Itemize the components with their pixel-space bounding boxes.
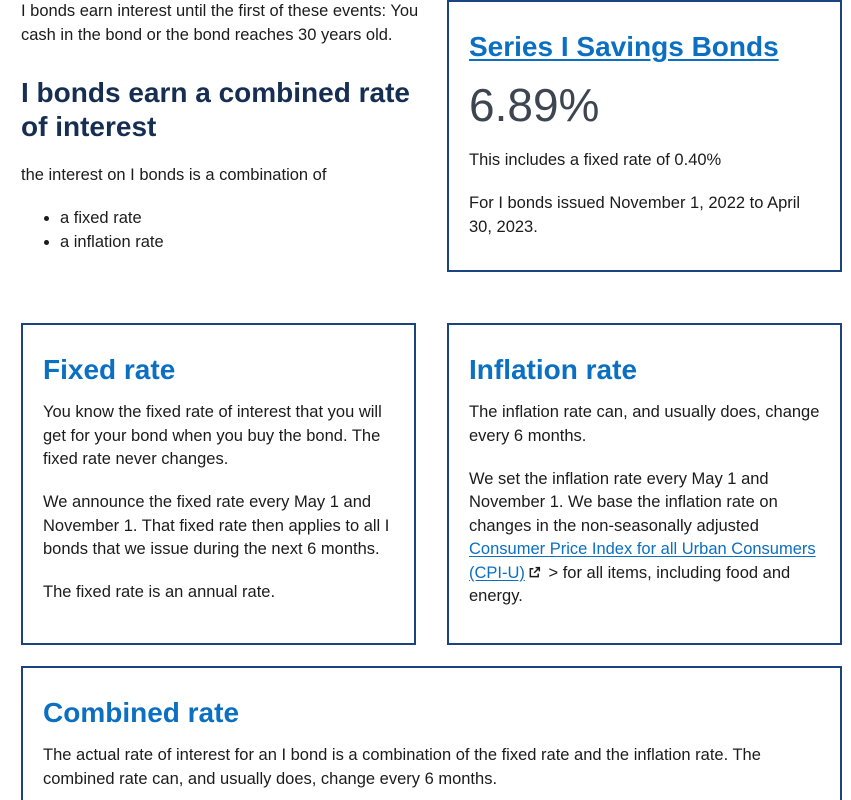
rate-card-title [469, 30, 821, 64]
inflation-rate-paragraph: The inflation rate can, and usually does, change every 6 months. [469, 403, 820, 445]
combined-rate-card [21, 666, 842, 800]
list-item: • a fixed rate [60, 207, 164, 231]
inflation-rate-card [447, 323, 842, 645]
series-i-savings-bonds-link[interactable]: Series I Savings Bonds [469, 31, 779, 62]
rate-card-body [469, 149, 821, 239]
interest-components-list [21, 207, 164, 254]
fixed-rate-paragraph: The fixed rate is an annual rate. [43, 583, 276, 601]
intro-text: I bonds earn interest until the first of these events: You cash in the bond or the bond reaches 30 years old. [21, 2, 419, 44]
fixed-rate-title: Fixed rate [43, 354, 176, 385]
current-rate-value: 6.89% [469, 79, 600, 131]
combined-rate-paragraph: The actual rate of interest for an I bond is a combination of the fixed rate and the inflation rate. The combined rate can, and usually does, change every 6 months. [43, 746, 761, 788]
cpi-u-link[interactable]: Consumer Price Index for all Urban Consumers (CPI-U) [469, 540, 816, 582]
list-item: • a inflation rate [60, 231, 164, 255]
inflation-rate-body [469, 401, 821, 609]
fixed-rate-card [21, 323, 416, 645]
issue-period-note: For I bonds issued November 1, 2022 to April 30, 2023. [469, 194, 801, 236]
current-rate-card [447, 0, 842, 272]
fixed-rate-paragraph: We announce the fixed rate every May 1 and November 1. That fixed rate then applies to all I bonds that we issue during the next 6 months. [43, 493, 390, 558]
fixed-rate-paragraph: You know the fixed rate of interest that you will get for your bond when you buy the bond. The fixed rate never changes. [43, 403, 382, 468]
inflation-text-before-link: We set the inflation rate every May 1 and November 1. We base the inflation rate on changes in the non-seasonally adjusted [469, 469, 778, 535]
inflation-rate-paragraph [469, 468, 821, 609]
combined-rate-title: Combined rate [43, 697, 240, 728]
combined-rate-body [43, 744, 821, 791]
interest-components-lead: the interest on I bonds is a combination of [21, 166, 327, 184]
combined-interest-heading: I bonds earn a combined rate of interest [21, 77, 410, 142]
inflation-rate-title: Inflation rate [469, 354, 638, 385]
fixed-rate-note: This includes a fixed rate of 0.40% [469, 151, 722, 169]
external-link-icon [528, 566, 541, 579]
fixed-rate-body [43, 401, 395, 605]
inflation-text-after-link: > for all items, including food and energy. [469, 563, 791, 605]
